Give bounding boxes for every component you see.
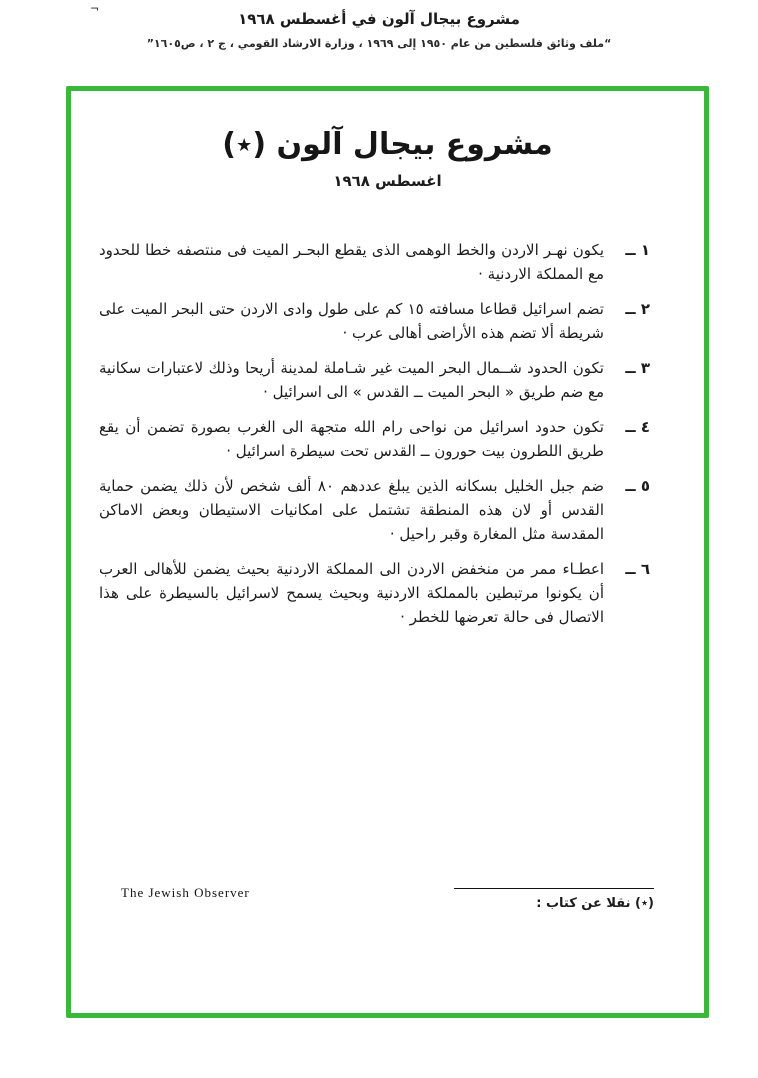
clause-text: تكون الحدود شــمال البحر الميت غير شـاملة لمدينة أريحا وذلك لاعتبارات سكانية مع ضم طريق « البحر الميت ــ القدس » الى اسرائيل ·: [99, 359, 604, 401]
clause-number: ٥ ــ: [625, 477, 650, 495]
clause-text: يكون نهـر الاردن والخط الوهمى الذى يقطع البحـر الميت فى منتصفه خطا للحدود مع المملكة الاردنية ·: [99, 241, 604, 283]
page-header: [0, 10, 758, 50]
document-frame: [66, 86, 709, 1018]
header-source-citation: “ملف وثائق فلسطين من عام ١٩٥٠ إلى ١٩٦٩ ، وزارة الارشاد القومي ، ج ٢ ، ص١٦٠٥”: [146, 37, 612, 50]
clause-text: تكون حدود اسرائيل من نواحى رام الله متجهة الى الغرب بصورة تضمن أن يقع طريق اللطرون بيت حورون ــ القدس تحت سيطرة اسرائيل ·: [99, 418, 604, 460]
clause-number: ٢ ــ: [625, 300, 650, 318]
clause-text: تضم اسرائيل قطاعا مسافته ١٥ كم على طول وادى الاردن حتى البحر الميت على شريطة ألا تضم هذه الأراضى أهالى عرب ·: [99, 300, 604, 342]
list-item: [99, 557, 650, 629]
document-date: اغسطس ١٩٦٨: [333, 172, 442, 190]
clause-text: اعطـاء ممر من منخفض الاردن الى المملكة الاردنية بحيث يضمن للأهالى العرب أن يكونوا مرتبطين بالمملكة الاردنية وبحيث يسمح لاسرائيل بالسيطرة على هذا الاتصال فى حالة تعرضها للخطر ·: [99, 560, 604, 626]
clause-number: ١ ــ: [625, 241, 650, 259]
list-item: [99, 474, 650, 546]
header-title: مشروع بيجال آلون في أغسطس ١٩٦٨: [238, 10, 520, 28]
clause-text: ضم جبل الخليل بسكانه الذين يبلغ عددهم ٨٠ ألف شخص لأن ذلك يضمن حماية القدس أو لان هذه المنطقة تشتمل على امكانيات الاستيطان وبعض الاماكن المقدسة مثل المغارة وقبر راحيل ·: [99, 477, 604, 543]
document-title: مشروع بيجال آلون (٭): [222, 127, 553, 162]
list-item: [99, 297, 650, 345]
list-item: [99, 415, 650, 463]
clauses-list: [71, 238, 704, 629]
list-item: [99, 238, 650, 286]
publisher-name: The Jewish Observer: [121, 885, 250, 900]
clause-number: ٣ ــ: [625, 359, 650, 377]
clause-number: ٤ ــ: [625, 418, 650, 436]
footnote-divider: [454, 888, 654, 889]
footnote-text: (٭) نقلا عن كتاب :: [536, 896, 654, 911]
clause-number: ٦ ــ: [625, 560, 650, 578]
list-item: [99, 356, 650, 404]
footnote: [454, 888, 654, 911]
scan-corner-mark: ¬: [90, 2, 100, 15]
